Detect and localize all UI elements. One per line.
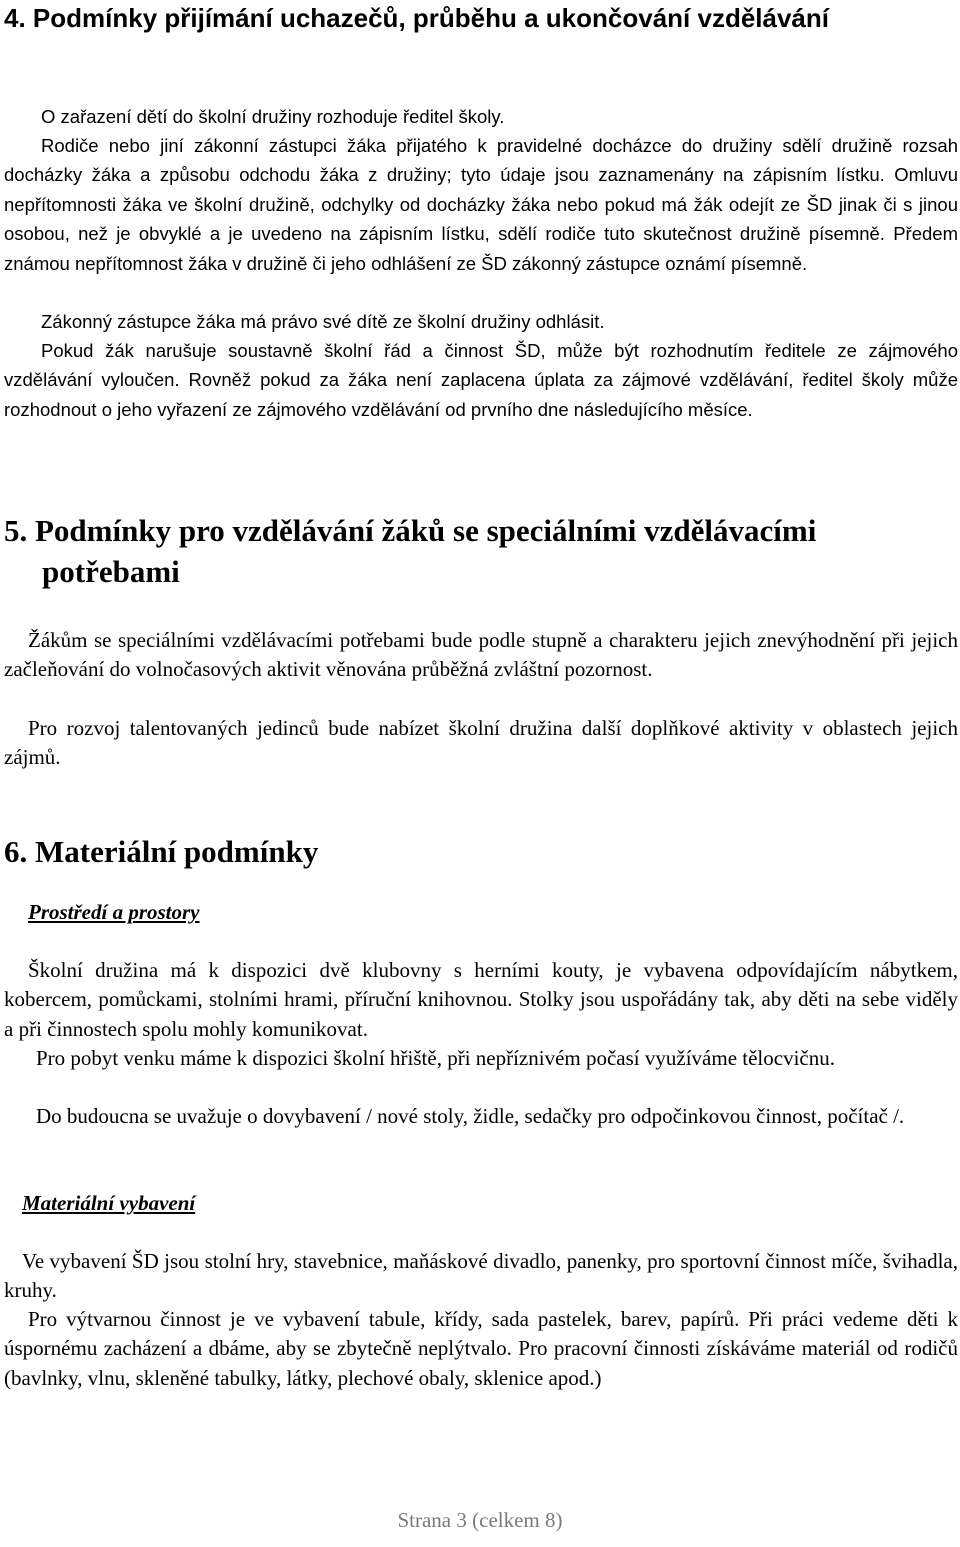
subsection-vybaveni-paragraph-2: Pro výtvarnou činnost je ve vybavení tabule, křídy, sada pastelek, barev, papírů. Při práci vedeme děti k úspornému zacházení a dbáme, aby se zbytečně neplýtvalo. Pro pracovní činnosti získáváme materiál od rodičů (bavlnky, vlnu, skleněné tabulky, látky, plechové obaly, sklenice apod.) — [4, 1307, 958, 1390]
section-5-heading: 5. Podmínky pro vzdělávání žáků se speciálními vzdělávacími potřebami — [4, 513, 817, 589]
subsection-prostredi-title: Prostředí a prostory — [28, 900, 200, 924]
section-6-heading: 6. Materiální podmínky — [4, 834, 319, 869]
subsection-prostredi-paragraph-2: Pro pobyt venku máme k dispozici školní hřiště, při nepříznivém počasí využíváme tělocvičnu. — [36, 1046, 835, 1070]
subsection-vybaveni-title: Materiální vybavení — [22, 1191, 196, 1215]
subsection-vybaveni-paragraph-1: Ve vybavení ŠD jsou stolní hry, stavebnice, maňáskové divadlo, panenky, pro sportovní činnost míče, švihadla, kruhy. — [4, 1249, 958, 1303]
section-4-paragraph-2: Rodiče nebo jiní zákonní zástupci žáka přijatého k pravidelné docházce do družiny sdělí družině rozsah docházky žáka a způsobu odchodu žáka z družiny; tyto údaje jsou zaznamenány na zápisním lístku. Omluvu nepřítomnosti žáka ve školní družině, odchylky od docházky žáka nebo pokud má žák odejít ze ŠD jinak či s jinou osobou, než je obvyklé a je uvedeno na zápisním lístku, sdělí rodiče tuto skutečnost družině písemně. Předem známou nepřítomnost žáka v družině či jeho odhlášení ze ŠD zákonný zástupce oznámí písemně. — [4, 135, 958, 274]
subsection-prostredi-paragraph-1: Školní družina má k dispozici dvě klubovny s herními kouty, je vybavena odpovídajícím nábytkem, kobercem, pomůckami, stolními hrami, příruční knihovnou. Stolky jsou uspořádány tak, aby děti na sebe viděly a při činnostech spolu mohly komunikovat. — [4, 958, 958, 1041]
section-4-heading: 4. Podmínky přijímání uchazečů, průběhu a ukončování vzdělávání — [4, 3, 829, 33]
section-5-paragraph-2: Pro rozvoj talentovaných jedinců bude nabízet školní družina další doplňkové aktivity v oblastech jejich zájmů. — [4, 716, 958, 770]
section-4-paragraph-1: O zařazení dětí do školní družiny rozhoduje ředitel školy. — [41, 106, 505, 127]
section-5-paragraph-1: Žákům se speciálními vzdělávacími potřebami bude podle stupně a charakteru jejich znevýhodnění při jejich začleňování do volnočasových aktivit věnována průběžná zvláštní pozornost. — [4, 628, 958, 682]
section-4-paragraph-3: Zákonný zástupce žáka má právo své dítě ze školní družiny odhlásit. — [41, 311, 605, 332]
section-4-paragraph-4: Pokud žák narušuje soustavně školní řád a činnost ŠD, může být rozhodnutím ředitele ze zájmového vzdělávání vyloučen. Rovněž pokud za žáka není zaplacena úplata za zájmové vzdělávání, ředitel školy může rozhodnout o jeho vyřazení ze zájmového vzdělávání od prvního dne následujícího měsíce. — [4, 340, 958, 420]
page-footer: Strana 3 (celkem 8) — [397, 1508, 563, 1532]
subsection-prostredi-paragraph-3: Do budoucna se uvažuje o dovybavení / nové stoly, židle, sedačky pro odpočinkovou činnost, počítač /. — [36, 1104, 905, 1128]
